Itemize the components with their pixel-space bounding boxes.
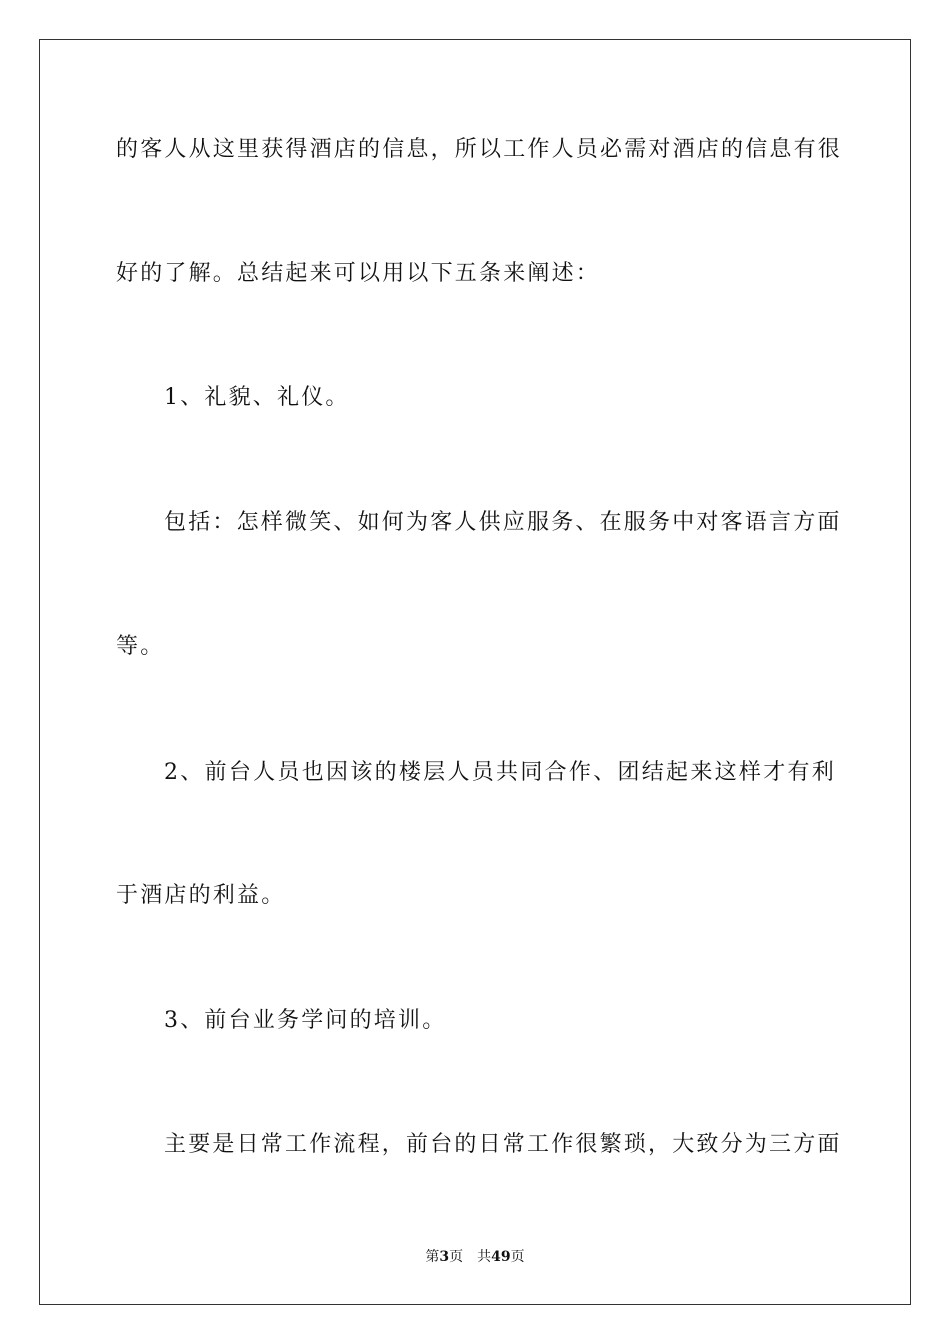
footer-page-prefix: 第: [425, 1249, 440, 1265]
body-line-1: 的客人从这里获得酒店的信息，所以工作人员必需对酒店的信息有很: [116, 137, 843, 162]
footer-total-pages: 49: [491, 1249, 511, 1265]
footer-total-unit: 页: [510, 1249, 525, 1265]
page-border: [39, 39, 911, 1305]
footer-total-prefix: 共: [477, 1249, 492, 1265]
footer-page-unit: 页: [449, 1249, 464, 1265]
list-item-2-line-1: 2、前台人员也因该的楼层人员共同合作、团结起来这样才有利: [164, 760, 836, 785]
body-line-9: 主要是日常工作流程，前台的日常工作很繁琐，大致分为三方面: [164, 1132, 842, 1157]
page-footer: [0, 1248, 950, 1266]
list-item-2-line-2: 于酒店的利益。: [116, 883, 286, 908]
body-line-4: 包括：怎样微笑、如何为客人供应服务、在服务中对客语言方面: [164, 510, 842, 535]
body-line-5: 等。: [116, 634, 165, 659]
list-item-3-heading: 3、前台业务学问的培训。: [164, 1008, 447, 1033]
body-line-2: 好的了解。总结起来可以用以下五条来阐述：: [116, 261, 601, 286]
list-item-1-heading: 1、礼貌、礼仪。: [164, 385, 350, 410]
footer-page-number: 3: [439, 1249, 450, 1265]
